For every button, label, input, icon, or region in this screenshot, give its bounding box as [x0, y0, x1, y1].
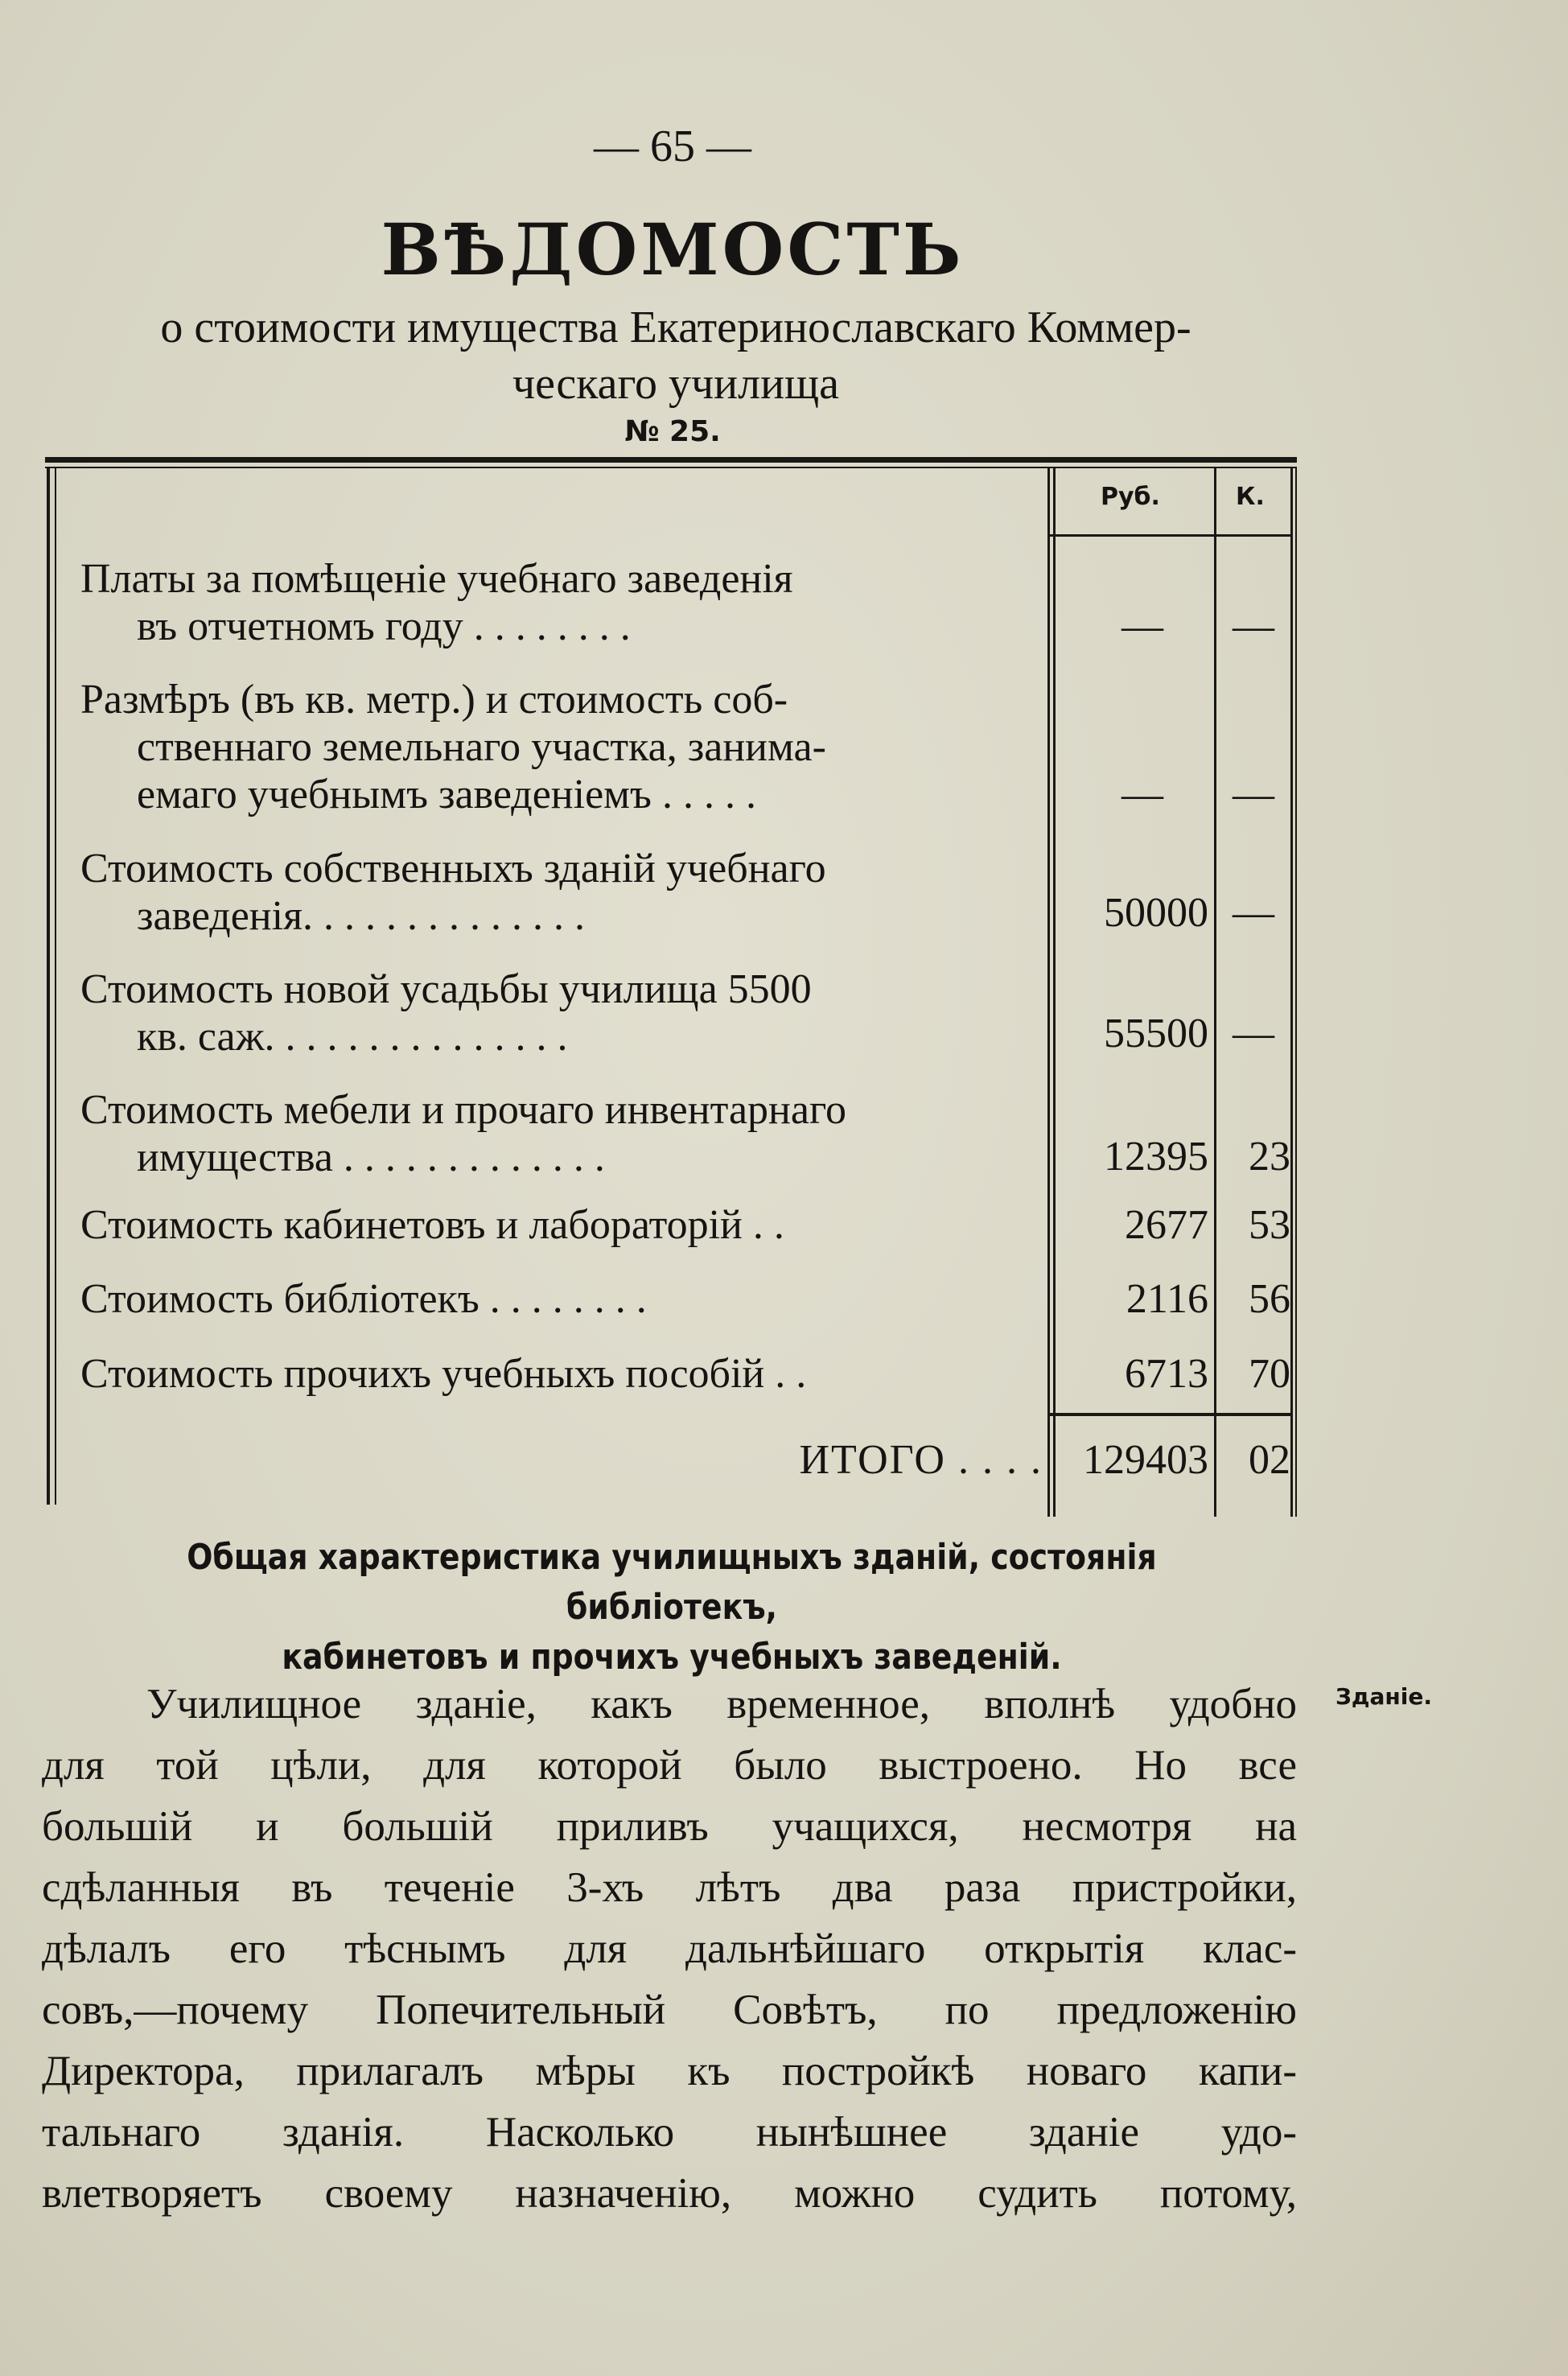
table-cell-rub: 50000 [1104, 890, 1208, 936]
table-cell-rub: — [1121, 603, 1163, 649]
kop-column-header: К. [1236, 483, 1265, 511]
table-cell-kop: — [1233, 772, 1274, 817]
margin-note: Зданіе. [1335, 1683, 1432, 1710]
rub-column-header: Руб. [1101, 483, 1160, 511]
table-col-divider [1047, 467, 1050, 1517]
section-heading [121, 1533, 1221, 1682]
table-right-border-inner [1295, 467, 1297, 1517]
table-top-rule-thin [45, 467, 1297, 468]
document-subtitle [48, 299, 1303, 412]
table-top-rule [45, 457, 1297, 463]
table-left-border-inner [55, 467, 56, 1505]
body-line: Директора, прилагалъ мѣры къ постройкѣ новаго капи- [42, 2048, 1297, 2094]
table-row-label: Стоимость прочихъ учебныхъ пособій . . [80, 1351, 807, 1397]
table-cell-rub: 55500 [1104, 1011, 1208, 1056]
table-row-label: Стоимость собственныхъ зданій учебнаго заведенія. . . . . . . . . . . . . . [80, 846, 826, 939]
table-cell-kop: 23 [1249, 1134, 1290, 1180]
table-row-label: Стоимость библіотекъ . . . . . . . . [80, 1276, 647, 1322]
table-row-label: Платы за помѣщеніе учебнаго заведенія въ отчетномъ году . . . . . . . . [80, 556, 793, 649]
subtitle-line: ческаго училища [512, 359, 840, 409]
table-total-rule [1050, 1413, 1293, 1416]
body-line: дѣлалъ его тѣснымъ для дальнѣйшаго открытія клас- [42, 1925, 1297, 1972]
body-line: совъ,—почему Попечительный Совѣтъ, по предложенію [42, 1987, 1297, 2033]
table-cell-kop: — [1233, 890, 1274, 936]
body-line: влетворяетъ своему назначенію, можно судить потому, [42, 2170, 1297, 2217]
body-line: для той цѣли, для которой было выстроено. Но все [42, 1742, 1297, 1789]
table-cell-kop: 70 [1249, 1351, 1290, 1397]
table-header-rule [1050, 534, 1293, 537]
section-heading-line: кабинетовъ и прочихъ учебныхъ заведеній. [282, 1637, 1062, 1678]
table-cell-rub: 6713 [1125, 1351, 1208, 1397]
table-number: № 25. [624, 415, 721, 448]
table-cell-rub: 12395 [1104, 1134, 1208, 1180]
table-cell-rub: — [1121, 772, 1163, 817]
table-row-label: Стоимость мебели и прочаго инвентарнаго имущества . . . . . . . . . . . . . [80, 1087, 846, 1180]
page-number: — 65 — [594, 121, 751, 171]
document-title: ВѢДОМОСТЬ [381, 208, 965, 291]
table-right-border [1290, 467, 1293, 1517]
table-cell-kop: — [1233, 1011, 1274, 1056]
table-cell-rub: 2116 [1126, 1276, 1208, 1322]
table-cell-kop: — [1233, 603, 1274, 649]
table-cell-kop: 56 [1249, 1276, 1290, 1322]
body-line: большій и большій приливъ учащихся, несмотря на [42, 1803, 1297, 1850]
table-left-border [47, 467, 50, 1505]
table-row-label: Стоимость новой усадьбы училища 5500 кв. саж. . . . . . . . . . . . . . . [80, 966, 812, 1060]
body-paragraph [42, 1674, 1297, 2224]
table-row-label: Размѣръ (въ кв. метр.) и стоимость соб- ственнаго земельнаго участка, занима- емаго учебнымъ заведеніемъ . . . . . [80, 677, 826, 817]
table-row-label: Стоимость кабинетовъ и лабораторій . . [80, 1202, 784, 1248]
section-heading-line: Общая характеристика училищныхъ зданій, состоянія библіотекъ, [187, 1537, 1157, 1628]
body-line: тальнаго зданія. Насколько нынѣшнее зданіе удо- [42, 2109, 1297, 2156]
table-total-label: ИТОГО . . . . [799, 1437, 1043, 1483]
table-total-kop: 02 [1249, 1437, 1290, 1483]
body-line: сдѣланныя въ теченіе 3-хъ лѣтъ два раза пристройки, [42, 1864, 1297, 1911]
table-cell-rub: 2677 [1125, 1202, 1208, 1248]
subtitle-line: о стоимости имущества Екатеринославскаго Коммер- [160, 303, 1191, 352]
table-total-rub: 129403 [1083, 1437, 1208, 1483]
body-line: Училищное зданіе, какъ временное, вполнѣ удобно [146, 1681, 1297, 1727]
table-cell-kop: 53 [1249, 1202, 1290, 1248]
